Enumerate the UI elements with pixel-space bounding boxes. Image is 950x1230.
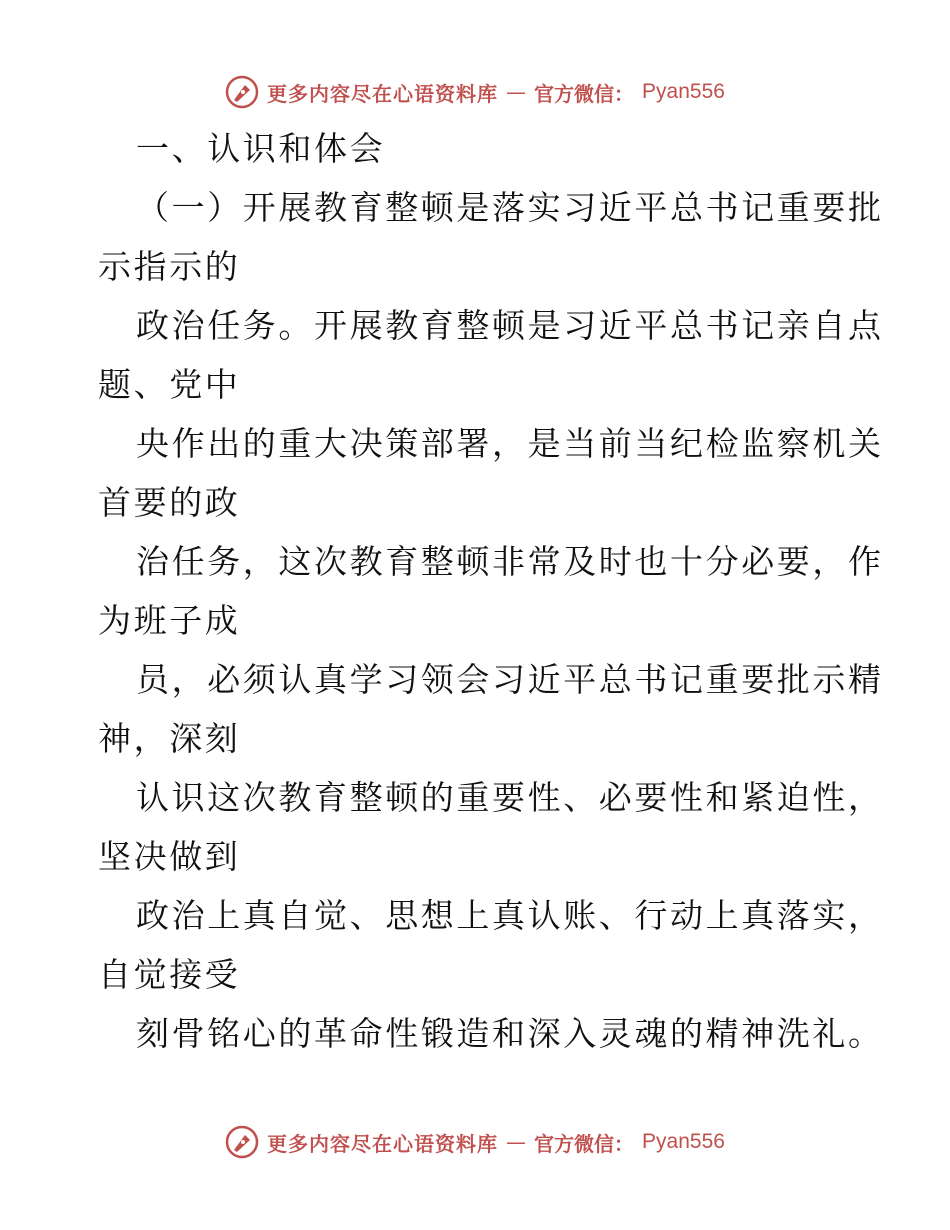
paragraph-line: 自觉接受 (98, 955, 241, 994)
banner-separator: — (506, 1130, 527, 1154)
banner-wechat-id: Pyan556 (642, 1130, 725, 1153)
pen-nib-logo-icon (225, 75, 259, 109)
paragraph-line: 首要的政 (98, 483, 241, 522)
banner-site-name: 更多内容尽在心语资料库 (267, 1131, 499, 1156)
section-heading: 一、认识和体会 (136, 129, 386, 168)
paragraph-line: （一）开展教育整顿是落实习近平总书记重要批 (136, 188, 884, 227)
banner-wechat-id: Pyan556 (642, 80, 725, 103)
paragraph-line: 刻骨铭心的革命性锻造和深入灵魂的精神洗礼。 (136, 1014, 884, 1053)
banner-site-name: 更多内容尽在心语资料库 (267, 81, 499, 106)
paragraph-line: 政治任务。开展教育整顿是习近平总书记亲自点 (136, 306, 884, 345)
banner-wechat-label: 官方微信： (534, 81, 635, 106)
paragraph-line: 示指示的 (98, 247, 241, 286)
header-banner (0, 72, 950, 112)
footer-banner (0, 1122, 950, 1162)
paragraph-line: 神，深刻 (98, 719, 241, 758)
paragraph-line: 央作出的重大决策部署，是当前当纪检监察机关 (136, 424, 884, 463)
paragraph-line: 员，必须认真学习领会习近平总书记重要批示精 (136, 660, 884, 699)
paragraph-line: 题、党中 (98, 365, 241, 404)
paragraph-line: 治任务，这次教育整顿非常及时也十分必要，作 (136, 542, 884, 581)
paragraph-line: 政治上真自觉、思想上真认账、行动上真落实， (136, 896, 884, 935)
paragraph-line: 认识这次教育整顿的重要性、必要性和紧迫性， (136, 778, 884, 817)
banner-wechat-label: 官方微信： (534, 1131, 635, 1156)
paragraph-line: 为班子成 (98, 601, 241, 640)
paragraph-line: 坚决做到 (98, 837, 241, 876)
banner-separator: — (506, 80, 527, 104)
pen-nib-logo-icon (225, 1125, 259, 1159)
